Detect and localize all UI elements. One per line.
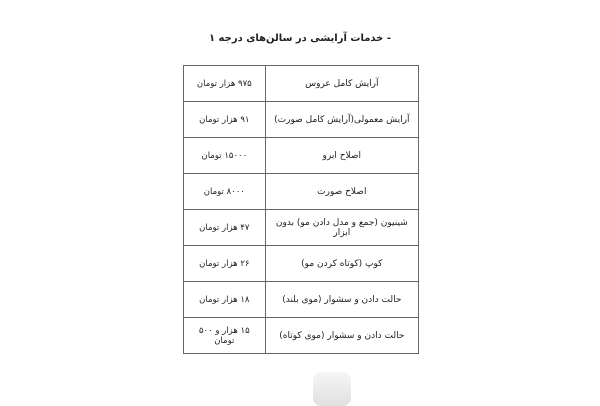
price-cell: ۹۱ هزار تومان bbox=[184, 102, 266, 138]
price-cell: ۸۰۰۰ تومان bbox=[184, 174, 266, 210]
table-row bbox=[184, 282, 419, 318]
price-cell: ۴۷ هزار تومان bbox=[184, 210, 266, 246]
price-cell: ۱۵۰۰۰ تومان bbox=[184, 138, 266, 174]
table-row bbox=[184, 246, 419, 282]
table-row bbox=[184, 102, 419, 138]
price-cell: ۲۶ هزار تومان bbox=[184, 246, 266, 282]
service-cell: شینیون (جمع و مدل دادن مو) بدون ابزار bbox=[265, 210, 418, 246]
floating-button[interactable] bbox=[313, 372, 351, 406]
table-row bbox=[184, 210, 419, 246]
service-cell: کوپ (کوتاه کردن مو) bbox=[265, 246, 418, 282]
price-cell: ۱۸ هزار تومان bbox=[184, 282, 266, 318]
table-row bbox=[184, 138, 419, 174]
service-cell: آرایش معمولی(آرایش کامل صورت) bbox=[265, 102, 418, 138]
table-row bbox=[184, 174, 419, 210]
price-cell: ۱۵ هزار و ۵۰۰ تومان bbox=[184, 318, 266, 354]
service-cell: حالت دادن و سشوار (موی بلند) bbox=[265, 282, 418, 318]
service-cell: آرایش کامل عروس bbox=[265, 66, 418, 102]
page-title: - خدمات آرایشی در سالن‌های درجه ۱ bbox=[208, 33, 392, 44]
service-cell: اصلاح صورت bbox=[265, 174, 418, 210]
table-row bbox=[184, 66, 419, 102]
price-table bbox=[183, 65, 419, 354]
service-cell: اصلاح ابرو bbox=[265, 138, 418, 174]
table-row bbox=[184, 318, 419, 354]
price-cell: ۹۷۵ هزار تومان bbox=[184, 66, 266, 102]
service-cell: حالت دادن و سشوار (موی کوتاه) bbox=[265, 318, 418, 354]
